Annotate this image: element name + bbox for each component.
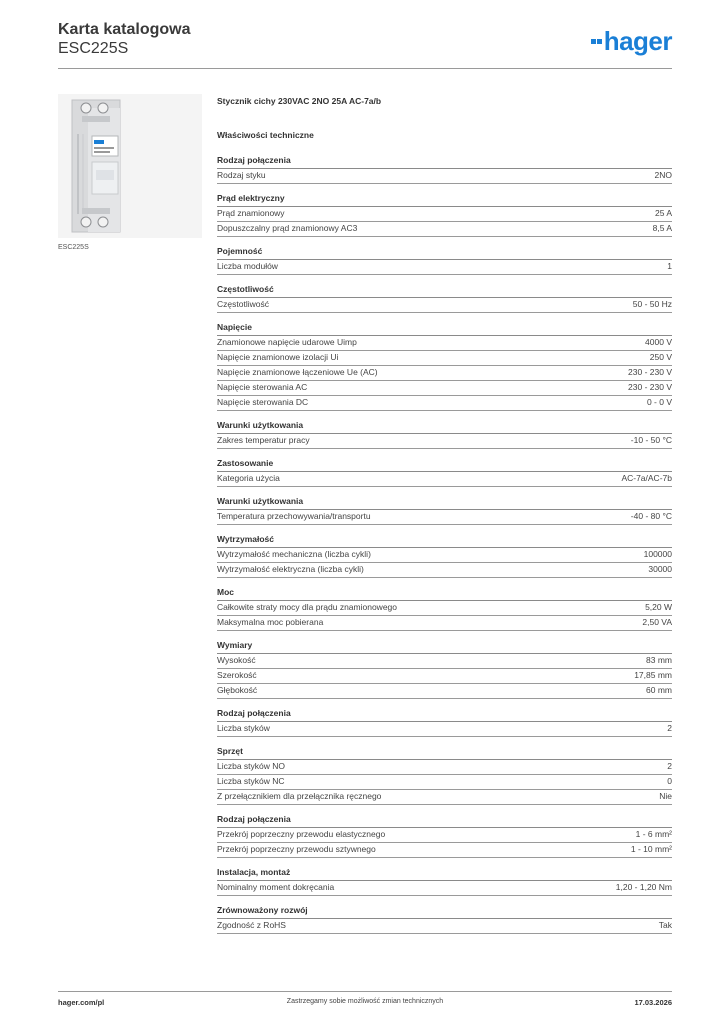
page-footer: [58, 998, 672, 1010]
section-title: Sprzęt: [217, 746, 672, 760]
spec-section: [217, 640, 672, 699]
spec-section: [217, 420, 672, 449]
spec-label: Liczba styków NC: [217, 776, 285, 786]
spec-row: [217, 351, 672, 366]
spec-value: 30000: [648, 564, 672, 574]
spec-row: [217, 222, 672, 237]
spec-section: [217, 587, 672, 631]
spec-label: Zakres temperatur pracy: [217, 435, 310, 445]
spec-value: 1 - 10 mm²: [630, 844, 672, 854]
section-title: Częstotliwość: [217, 284, 672, 298]
spec-row: [217, 760, 672, 775]
section-title: Zrównoważony rozwój: [217, 905, 672, 919]
section-title: Rodzaj połączenia: [217, 708, 672, 722]
spec-row: [217, 843, 672, 858]
logo-text: hager: [603, 26, 672, 56]
spec-label: Znamionowe napięcie udarowe Uimp: [217, 337, 357, 347]
section-title: Prąd elektryczny: [217, 193, 672, 207]
spec-label: Maksymalna moc pobierana: [217, 617, 324, 627]
spec-value: 83 mm: [646, 655, 672, 665]
spec-value: 250 V: [649, 352, 672, 362]
spec-row: [217, 790, 672, 805]
spec-value: 2,50 VA: [642, 617, 672, 627]
footer-website: hager.com/pl: [58, 998, 105, 1007]
section-title: Wymiary: [217, 640, 672, 654]
spec-row: [217, 601, 672, 616]
spec-row: [217, 472, 672, 487]
spec-label: Całkowite straty mocy dla prądu znamionowego: [217, 602, 398, 612]
spec-value: Tak: [658, 920, 672, 930]
product-model: ESC225S: [58, 40, 129, 57]
spec-label: Z przełącznikiem dla przełącznika ręcznego: [217, 791, 382, 801]
spec-label: Rodzaj styku: [217, 170, 266, 180]
spec-value: 2: [667, 723, 672, 733]
spec-section: [217, 246, 672, 275]
spec-value: AC-7a/AC-7b: [621, 473, 672, 483]
spec-value: -40 - 80 °C: [630, 511, 672, 521]
spec-value: 1,20 - 1,20 Nm: [615, 882, 672, 892]
spec-label: Napięcie sterowania DC: [217, 397, 309, 407]
spec-value: 5,20 W: [645, 602, 672, 612]
spec-section: [217, 814, 672, 858]
footer-divider: [58, 991, 672, 992]
spec-row: [217, 260, 672, 275]
image-caption: ESC225S: [58, 244, 89, 251]
spec-label: Przekrój poprzeczny przewodu elastycznego: [217, 829, 386, 839]
spec-row: [217, 169, 672, 184]
spec-row: [217, 563, 672, 578]
page-title: Karta katalogowa: [58, 21, 191, 38]
spec-section: [217, 746, 672, 805]
spec-label: Liczba styków: [217, 723, 270, 733]
tech-heading: Właściwości techniczne: [217, 130, 314, 140]
spec-value: 230 - 230 V: [628, 367, 672, 377]
page-header: [58, 20, 672, 68]
spec-row: [217, 434, 672, 449]
spec-row: [217, 775, 672, 790]
section-title: Napięcie: [217, 322, 672, 336]
section-title: Instalacja, montaż: [217, 867, 672, 881]
section-title: Zastosowanie: [217, 458, 672, 472]
spec-row: [217, 881, 672, 896]
spec-value: -10 - 50 °C: [630, 435, 672, 445]
spec-section: [217, 867, 672, 896]
spec-row: [217, 396, 672, 411]
spec-label: Napięcie znamionowe łączeniowe Ue (AC): [217, 367, 378, 377]
product-image: [58, 94, 202, 238]
spec-value: 1 - 6 mm²: [635, 829, 672, 839]
spec-section: [217, 284, 672, 313]
spec-sections: [217, 155, 672, 934]
spec-value: 0: [667, 776, 672, 786]
spec-value: Nie: [659, 791, 672, 801]
section-title: Rodzaj połączenia: [217, 155, 672, 169]
spec-label: Kategoria użycia: [217, 473, 280, 483]
spec-value: 0 - 0 V: [646, 397, 672, 407]
hager-logo: [591, 26, 672, 57]
header-divider: [58, 68, 672, 69]
spec-row: [217, 616, 672, 631]
spec-value: 4000 V: [645, 337, 672, 347]
spec-label: Głębokość: [217, 685, 258, 695]
footer-disclaimer: Zastrzegamy sobie możliwość zmian technicznych: [286, 998, 444, 1005]
spec-label: Wytrzymałość mechaniczna (liczba cykli): [217, 549, 371, 559]
spec-row: [217, 684, 672, 699]
section-title: Wytrzymałość: [217, 534, 672, 548]
section-title: Pojemność: [217, 246, 672, 260]
spec-value: 1: [667, 261, 672, 271]
spec-value: 50 - 50 Hz: [632, 299, 672, 309]
spec-label: Zgodność z RoHS: [217, 920, 286, 930]
spec-value: 2: [667, 761, 672, 771]
spec-label: Prąd znamionowy: [217, 208, 285, 218]
spec-label: Wysokość: [217, 655, 256, 665]
spec-section: [217, 905, 672, 934]
section-title: Moc: [217, 587, 672, 601]
footer-date: 17.03.2026: [634, 998, 672, 1007]
spec-value: 100000: [643, 549, 672, 559]
spec-row: [217, 298, 672, 313]
spec-label: Częstotliwość: [217, 299, 269, 309]
spec-section: [217, 496, 672, 525]
spec-row: [217, 336, 672, 351]
spec-row: [217, 654, 672, 669]
spec-value: 230 - 230 V: [628, 382, 672, 392]
spec-row: [217, 381, 672, 396]
spec-section: [217, 193, 672, 237]
spec-value: 2NO: [654, 170, 672, 180]
spec-label: Temperatura przechowywania/transportu: [217, 511, 371, 521]
spec-label: Dopuszczalny prąd znamionowy AC3: [217, 223, 358, 233]
spec-label: Szerokość: [217, 670, 257, 680]
spec-value: 8,5 A: [652, 223, 672, 233]
spec-row: [217, 669, 672, 684]
spec-label: Liczba styków NO: [217, 761, 286, 771]
section-title: Rodzaj połączenia: [217, 814, 672, 828]
spec-label: Nominalny moment dokręcania: [217, 882, 335, 892]
spec-section: [217, 534, 672, 578]
spec-row: [217, 828, 672, 843]
spec-section: [217, 322, 672, 411]
spec-row: [217, 510, 672, 525]
spec-label: Napięcie sterowania AC: [217, 382, 308, 392]
spec-row: [217, 919, 672, 934]
spec-value: 60 mm: [646, 685, 672, 695]
section-title: Warunki użytkowania: [217, 420, 672, 434]
spec-value: 17,85 mm: [634, 670, 672, 680]
spec-content: [217, 96, 672, 943]
spec-section: [217, 708, 672, 737]
product-name: Stycznik cichy 230VAC 2NO 25A AC-7a/b: [217, 96, 382, 106]
spec-row: [217, 722, 672, 737]
spec-section: [217, 155, 672, 184]
spec-label: Napięcie znamionowe izolacji Ui: [217, 352, 339, 362]
spec-label: Liczba modułów: [217, 261, 278, 271]
spec-row: [217, 366, 672, 381]
spec-label: Wytrzymałość elektryczna (liczba cykli): [217, 564, 364, 574]
spec-label: Przekrój poprzeczny przewodu sztywnego: [217, 844, 376, 854]
section-title: Warunki użytkowania: [217, 496, 672, 510]
spec-row: [217, 207, 672, 222]
spec-value: 25 A: [654, 208, 672, 218]
spec-row: [217, 548, 672, 563]
spec-section: [217, 458, 672, 487]
